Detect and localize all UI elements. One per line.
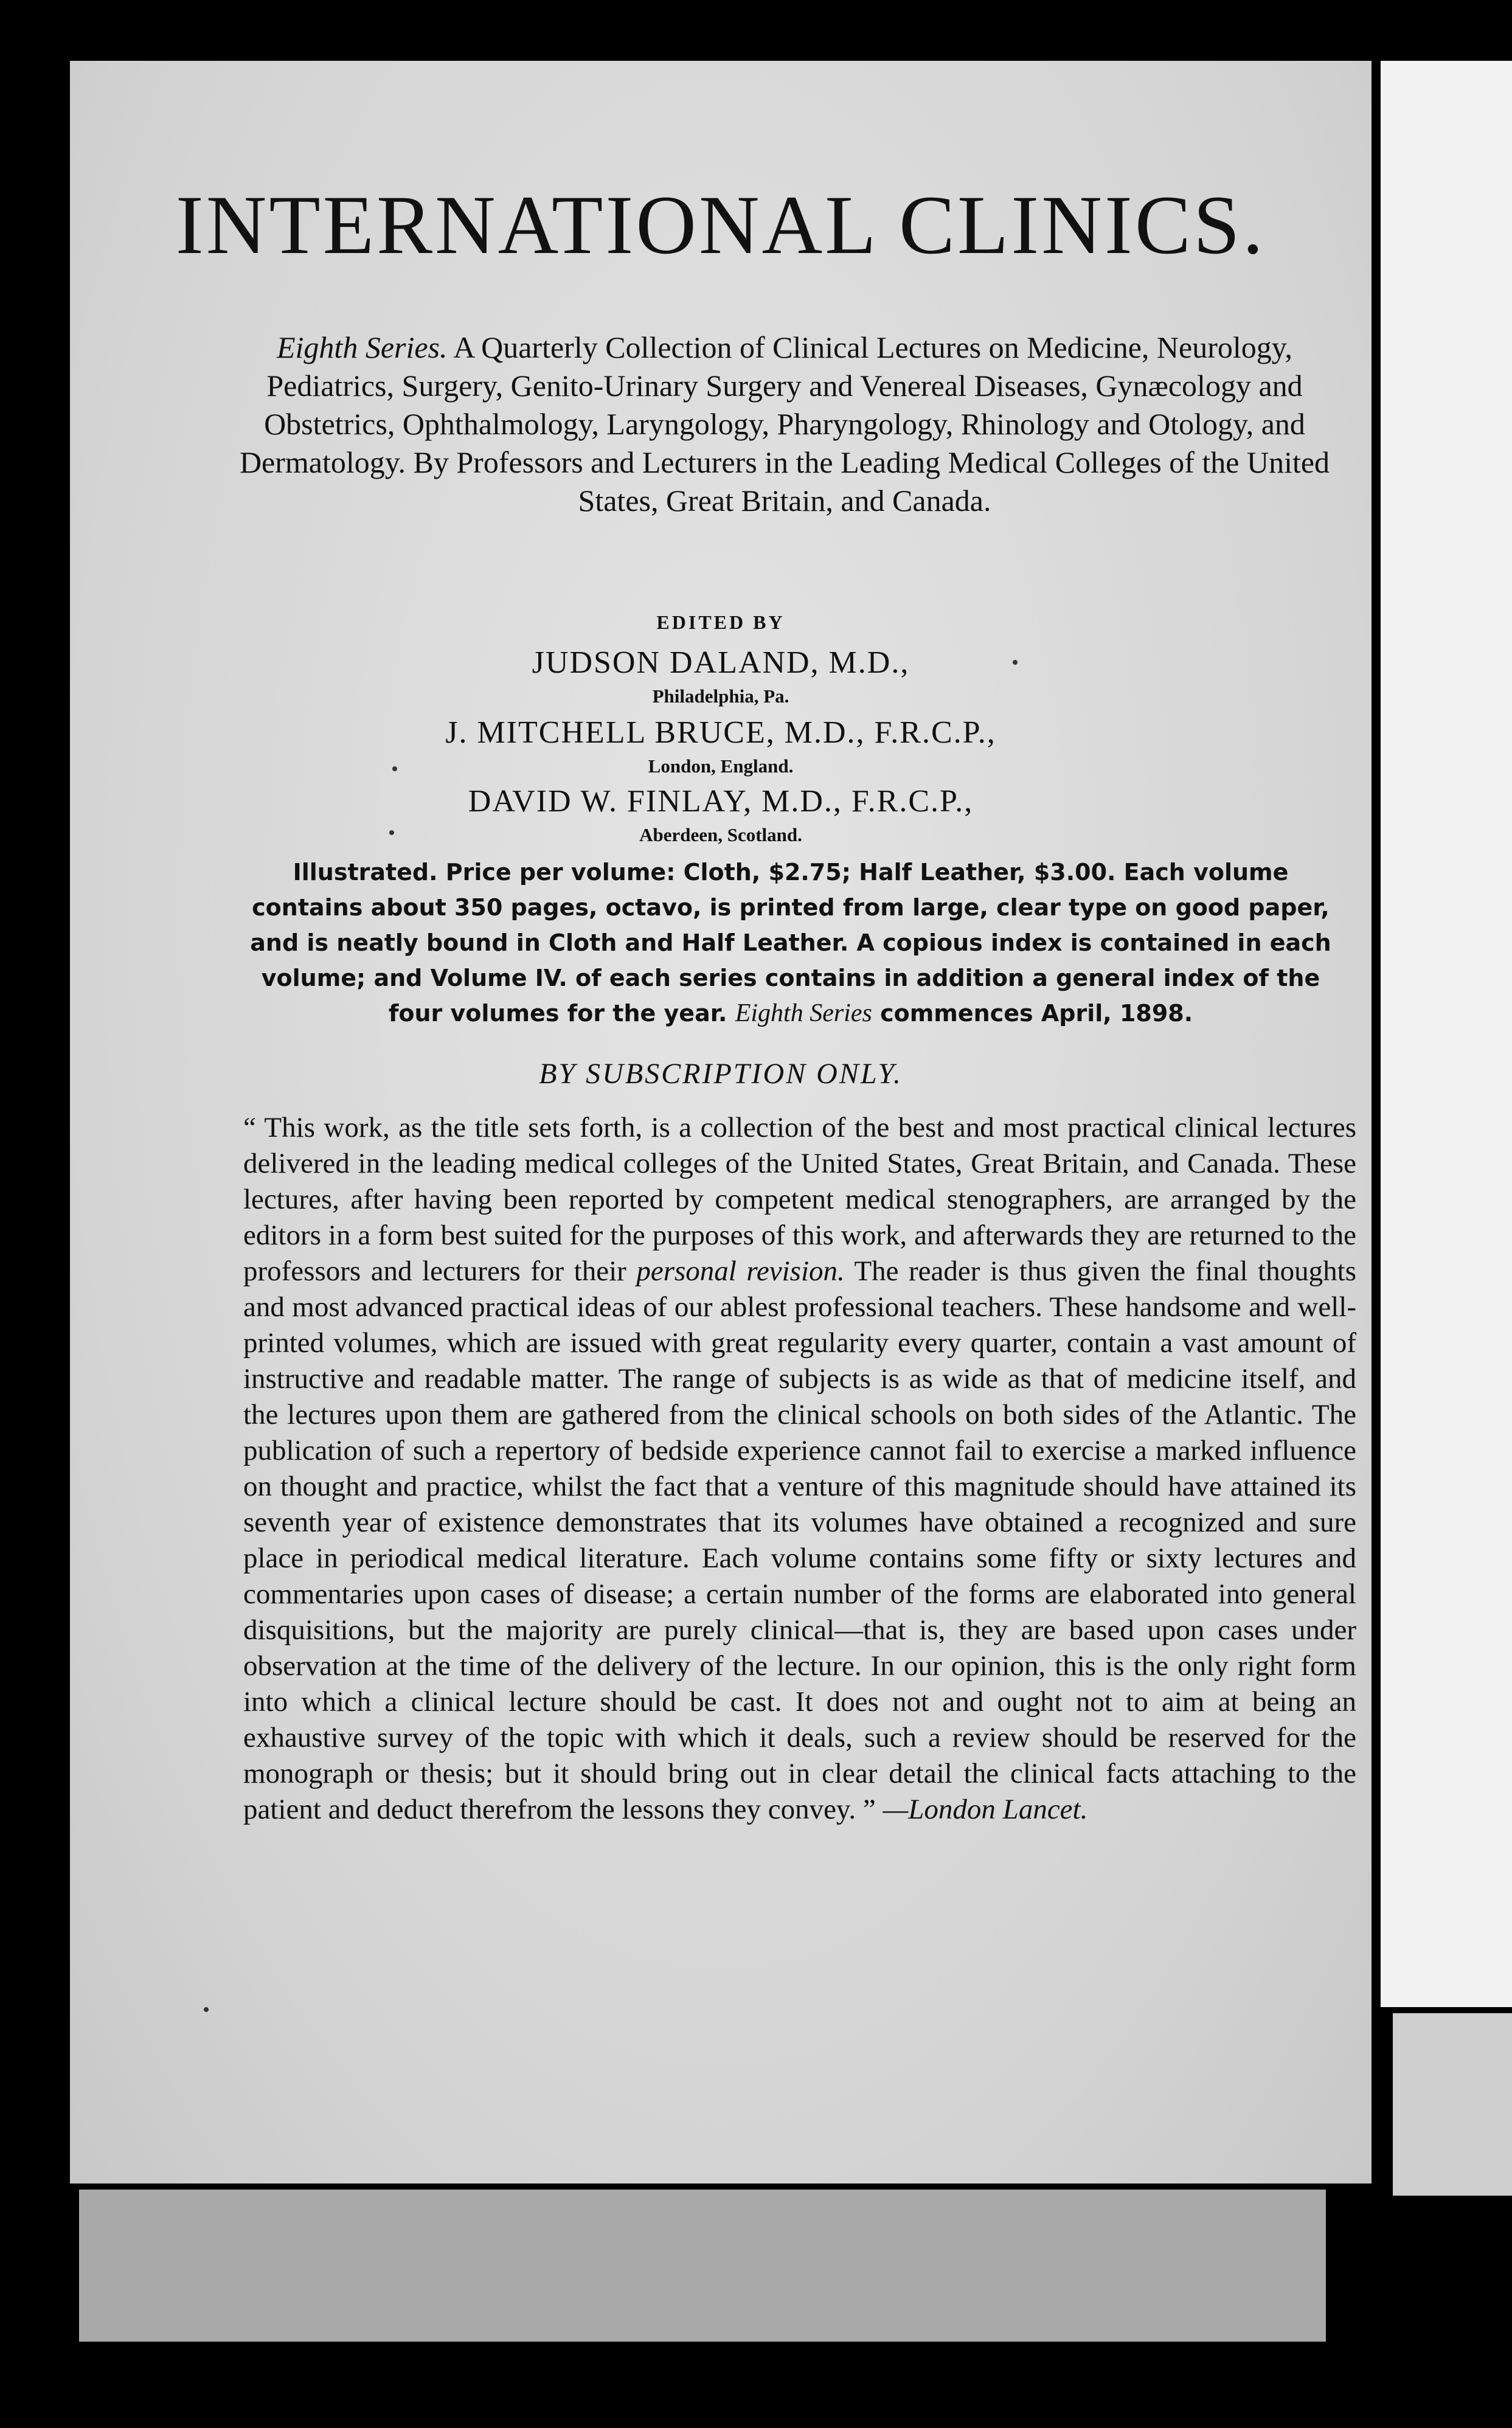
adjacent-page-edge bbox=[1381, 61, 1512, 2007]
quote-emphasis: personal revision. bbox=[636, 1255, 845, 1287]
speck-mark bbox=[389, 830, 394, 835]
editor-name-1: JUDSON DALAND, M.D., bbox=[532, 645, 910, 680]
price-paragraph bbox=[234, 855, 1347, 1031]
subscription-notice: BY SUBSCRIPTION ONLY. bbox=[539, 1058, 903, 1090]
speck-mark bbox=[204, 2007, 209, 2012]
document-page bbox=[70, 61, 1372, 2183]
edited-by-label: EDITED BY bbox=[656, 611, 785, 633]
price-text: Illustrated. Price per volume: Cloth, $2.75; Half Leather, $3.00. Each volume contains about 350 pages, octavo, is printed from large, clear type on good paper, and is neatly bound in Cloth and Half Leather. A copious index is contained in each volume; and Volume IV. of each series contains in addition a general index of the four volumes for the year. bbox=[250, 859, 1331, 1027]
editor-name-3: DAVID W. FINLAY, M.D., F.R.C.P., bbox=[468, 784, 974, 819]
editor-place-3: Aberdeen, Scotland. bbox=[639, 824, 802, 845]
speck-mark bbox=[1013, 660, 1018, 665]
editor-place-1: Philadelphia, Pa. bbox=[652, 685, 789, 707]
price-commence: commences April, 1898. bbox=[880, 1000, 1193, 1027]
quote-part-1: “ This work, as the title sets forth, is a collection of the best and most practical clinical lectures delivered in the leading medical colleges of the United States, Great Britain, and Canada. These lectures, after having been reported by competent medical stenographers, are arranged by the editors in a form best suited for the purposes of this work, and afterwards they are returned to the professors and lecturers for their bbox=[243, 1112, 1356, 1287]
intro-paragraph bbox=[216, 328, 1353, 520]
series-label: Eighth Series. bbox=[277, 330, 448, 364]
book-bottom-edge bbox=[79, 2190, 1326, 2342]
price-series: Eighth Series bbox=[735, 999, 872, 1027]
quote-part-2: The reader is thus given the final thoughts and most advanced practical ideas of our ablest professional teachers. These handsome and well-printed volumes, which are issued with great regularity every quarter, contain a vast amount of instructive and readable matter. The range of subjects is as wide as that of medicine itself, and the lectures upon them are gathered from the clinical schools on both sides of the Atlantic. The publication of such a repertory of bedside experience cannot fail to exercise a marked influence on thought and practice, whilst the fact that a venture of this magnitude should have attained its seventh year of existence demonstrates that its volumes have obtained a recognized and sure place in periodical medical literature. Each volume contains some fifty or sixty lectures and commentaries upon cases of disease; a certain number of the forms are elaborated into general disquisitions, but the majority are purely clinical—that is, they are based upon cases under observation at the time of the delivery of the lecture. In our opinion, this is the only right form into which a clinical lecture should be cast. It does not and ought not to aim at being an exhaustive survey of the topic with which it deals, such a review should be reserved for the monograph or thesis; but it should bring out in clear detail the clinical facts attaching to the patient and deduct therefrom the lessons they convey. ” bbox=[243, 1255, 1357, 1825]
intro-text: A Quarterly Collection of Clinical Lectures on Medicine, Neurology, Pediatrics, Surgery, Genito-Urinary Surgery and Venereal Diseases, Gynæcology and Obstetrics, Ophthalmology, Laryngology, Pharyngology, Rhinology and Otology, and Dermatology. By Professors and Lecturers in the Leading Medical Colleges of the United States, Great Britain, and Canada. bbox=[239, 330, 1330, 518]
speck-mark bbox=[392, 766, 397, 771]
editor-name-2: J. MITCHELL BRUCE, M.D., F.R.C.P., bbox=[445, 715, 996, 750]
editor-place-2: London, England. bbox=[648, 755, 794, 777]
quote-source: —London Lancet. bbox=[883, 1794, 1088, 1825]
adjacent-page-edge-lower bbox=[1393, 2013, 1512, 2196]
review-quote bbox=[243, 1110, 1356, 1828]
page-title: INTERNATIONAL CLINICS. bbox=[175, 178, 1266, 271]
